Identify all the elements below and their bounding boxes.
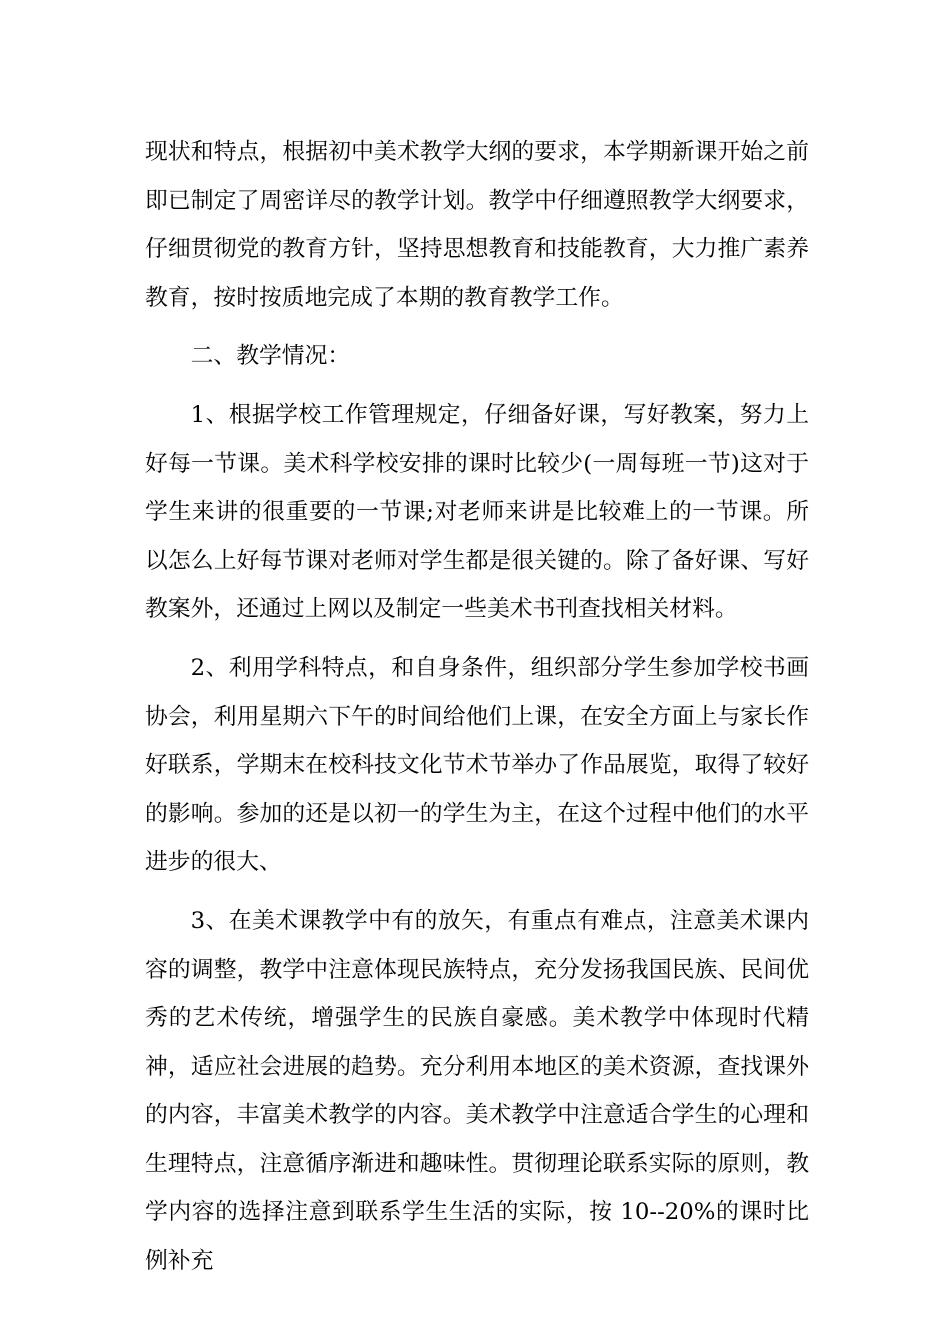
- paragraph-item-1: 1、根据学校工作管理规定，仔细备好课，写好教案，努力上好每一节课。美术科学校安排的课时比较少(一周每班一节)这对于学生来讲的很重要的一节课;对老师来讲是比较难上的一节课。所以怎么上好每节课对老师对学生都是很关键的。除了备好课、写好教案外，还通过上网以及制定一些美术书刊查找相关材料。: [145, 401, 809, 623]
- section-heading-teaching-situation: 二、教学情况：: [190, 343, 351, 370]
- paragraph-item-3: 3、在美术课教学中有的放矢，有重点有难点，注意美术课内容的调整，教学中注意体现民族特点，充分发扬我国民族、民间优秀的艺术传统，增强学生的民族自豪感。美术教学中体现时代精神，适应社会进展的趋势。充分利用本地区的美术资源，查找课外的内容，丰富美术教学的内容。美术教学中注意适合学生的心理和生理特点，注意循序渐进和趣味性。贯彻理论联系实际的原则，教学内容的选择注意到联系学生生活的实际，按 10--20%的课时比例补充: [145, 907, 809, 1275]
- document-body: [145, 128, 809, 1286]
- paragraph-item-2: 2、利用学科特点，和自身条件，组织部分学生参加学校书画协会，利用星期六下午的时间给他们上课，在安全方面上与家长作好联系，学期末在校科技文化节术节举办了作品展览，取得了较好的影响。参加的还是以初一的学生为主，在这个过程中他们的水平进步的很大、: [145, 654, 809, 876]
- paragraph-intro-continuation: 现状和特点，根据初中美术教学大纲的要求，本学期新课开始之前即已制定了周密详尽的教学计划。教学中仔细遵照教学大纲要求，仔细贯彻党的教育方针，坚持思想教育和技能教育，大力推广素养教育，按时按质地完成了本期的教育教学工作。: [145, 139, 809, 311]
